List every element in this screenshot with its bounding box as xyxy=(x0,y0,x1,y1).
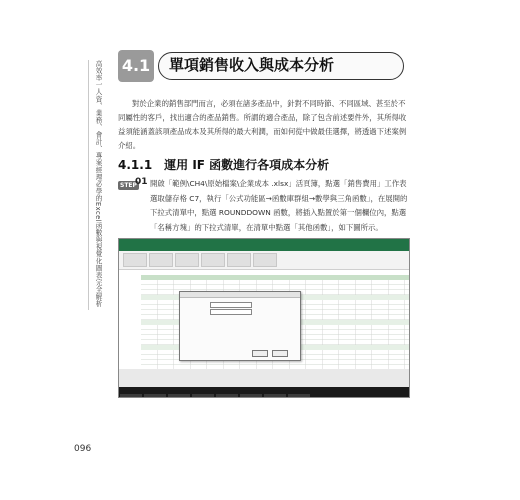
screenshot-titlebar xyxy=(119,239,409,246)
screenshot-function-list xyxy=(119,275,142,369)
excel-screenshot xyxy=(118,238,410,398)
section-title: 單項銷售收入與成本分析 xyxy=(158,52,404,80)
sidebar-rule xyxy=(88,60,89,310)
step-tag: STEP xyxy=(120,182,137,189)
screenshot-taskbar xyxy=(119,387,409,397)
intro-paragraph: 對於企業的銷售部門而言，必須在諸多產品中，針對不同時節、不同區域、甚至於不同屬性的客戶，找出適合的產品銷售。所謂的適合產品，除了包含前述要件外，其所得收益須能涵蓋該項產品成本及其所得的最大利潤，而如何從中做最佳選擇，將透過下述案例介紹。 xyxy=(118,99,407,151)
screenshot-ribbon xyxy=(119,251,409,270)
step-instructions: 開啟「範例\CH4\原始檔案\企業成本 .xlsx」活頁簿，點選「銷售費用」工作表選取儲存格 C7，執行「公式功能區→函數庫群組→數學與三角函數」，在展開的下拉式清單中，點選 ROUNDDOWN 函數，將插入點置於第一個欄位內，點選「名稱方塊」的下拉式清單，在清單中點選「其他函數」，如下圖所示。 xyxy=(150,179,408,232)
page-number: 096 xyxy=(74,444,92,454)
section-header xyxy=(118,50,404,82)
book-title-vertical: 高效率一人資、業務、會計、專案經理必學的Excel函數與視覺化圖表完全解析 xyxy=(94,60,102,308)
screenshot-function-dialog xyxy=(179,291,301,361)
step-number: 01 xyxy=(135,177,148,187)
section-number: 4.1 xyxy=(118,50,154,82)
subsection-heading: 4.1.1 運用 IF 函數進行各項成本分析 xyxy=(118,158,330,172)
